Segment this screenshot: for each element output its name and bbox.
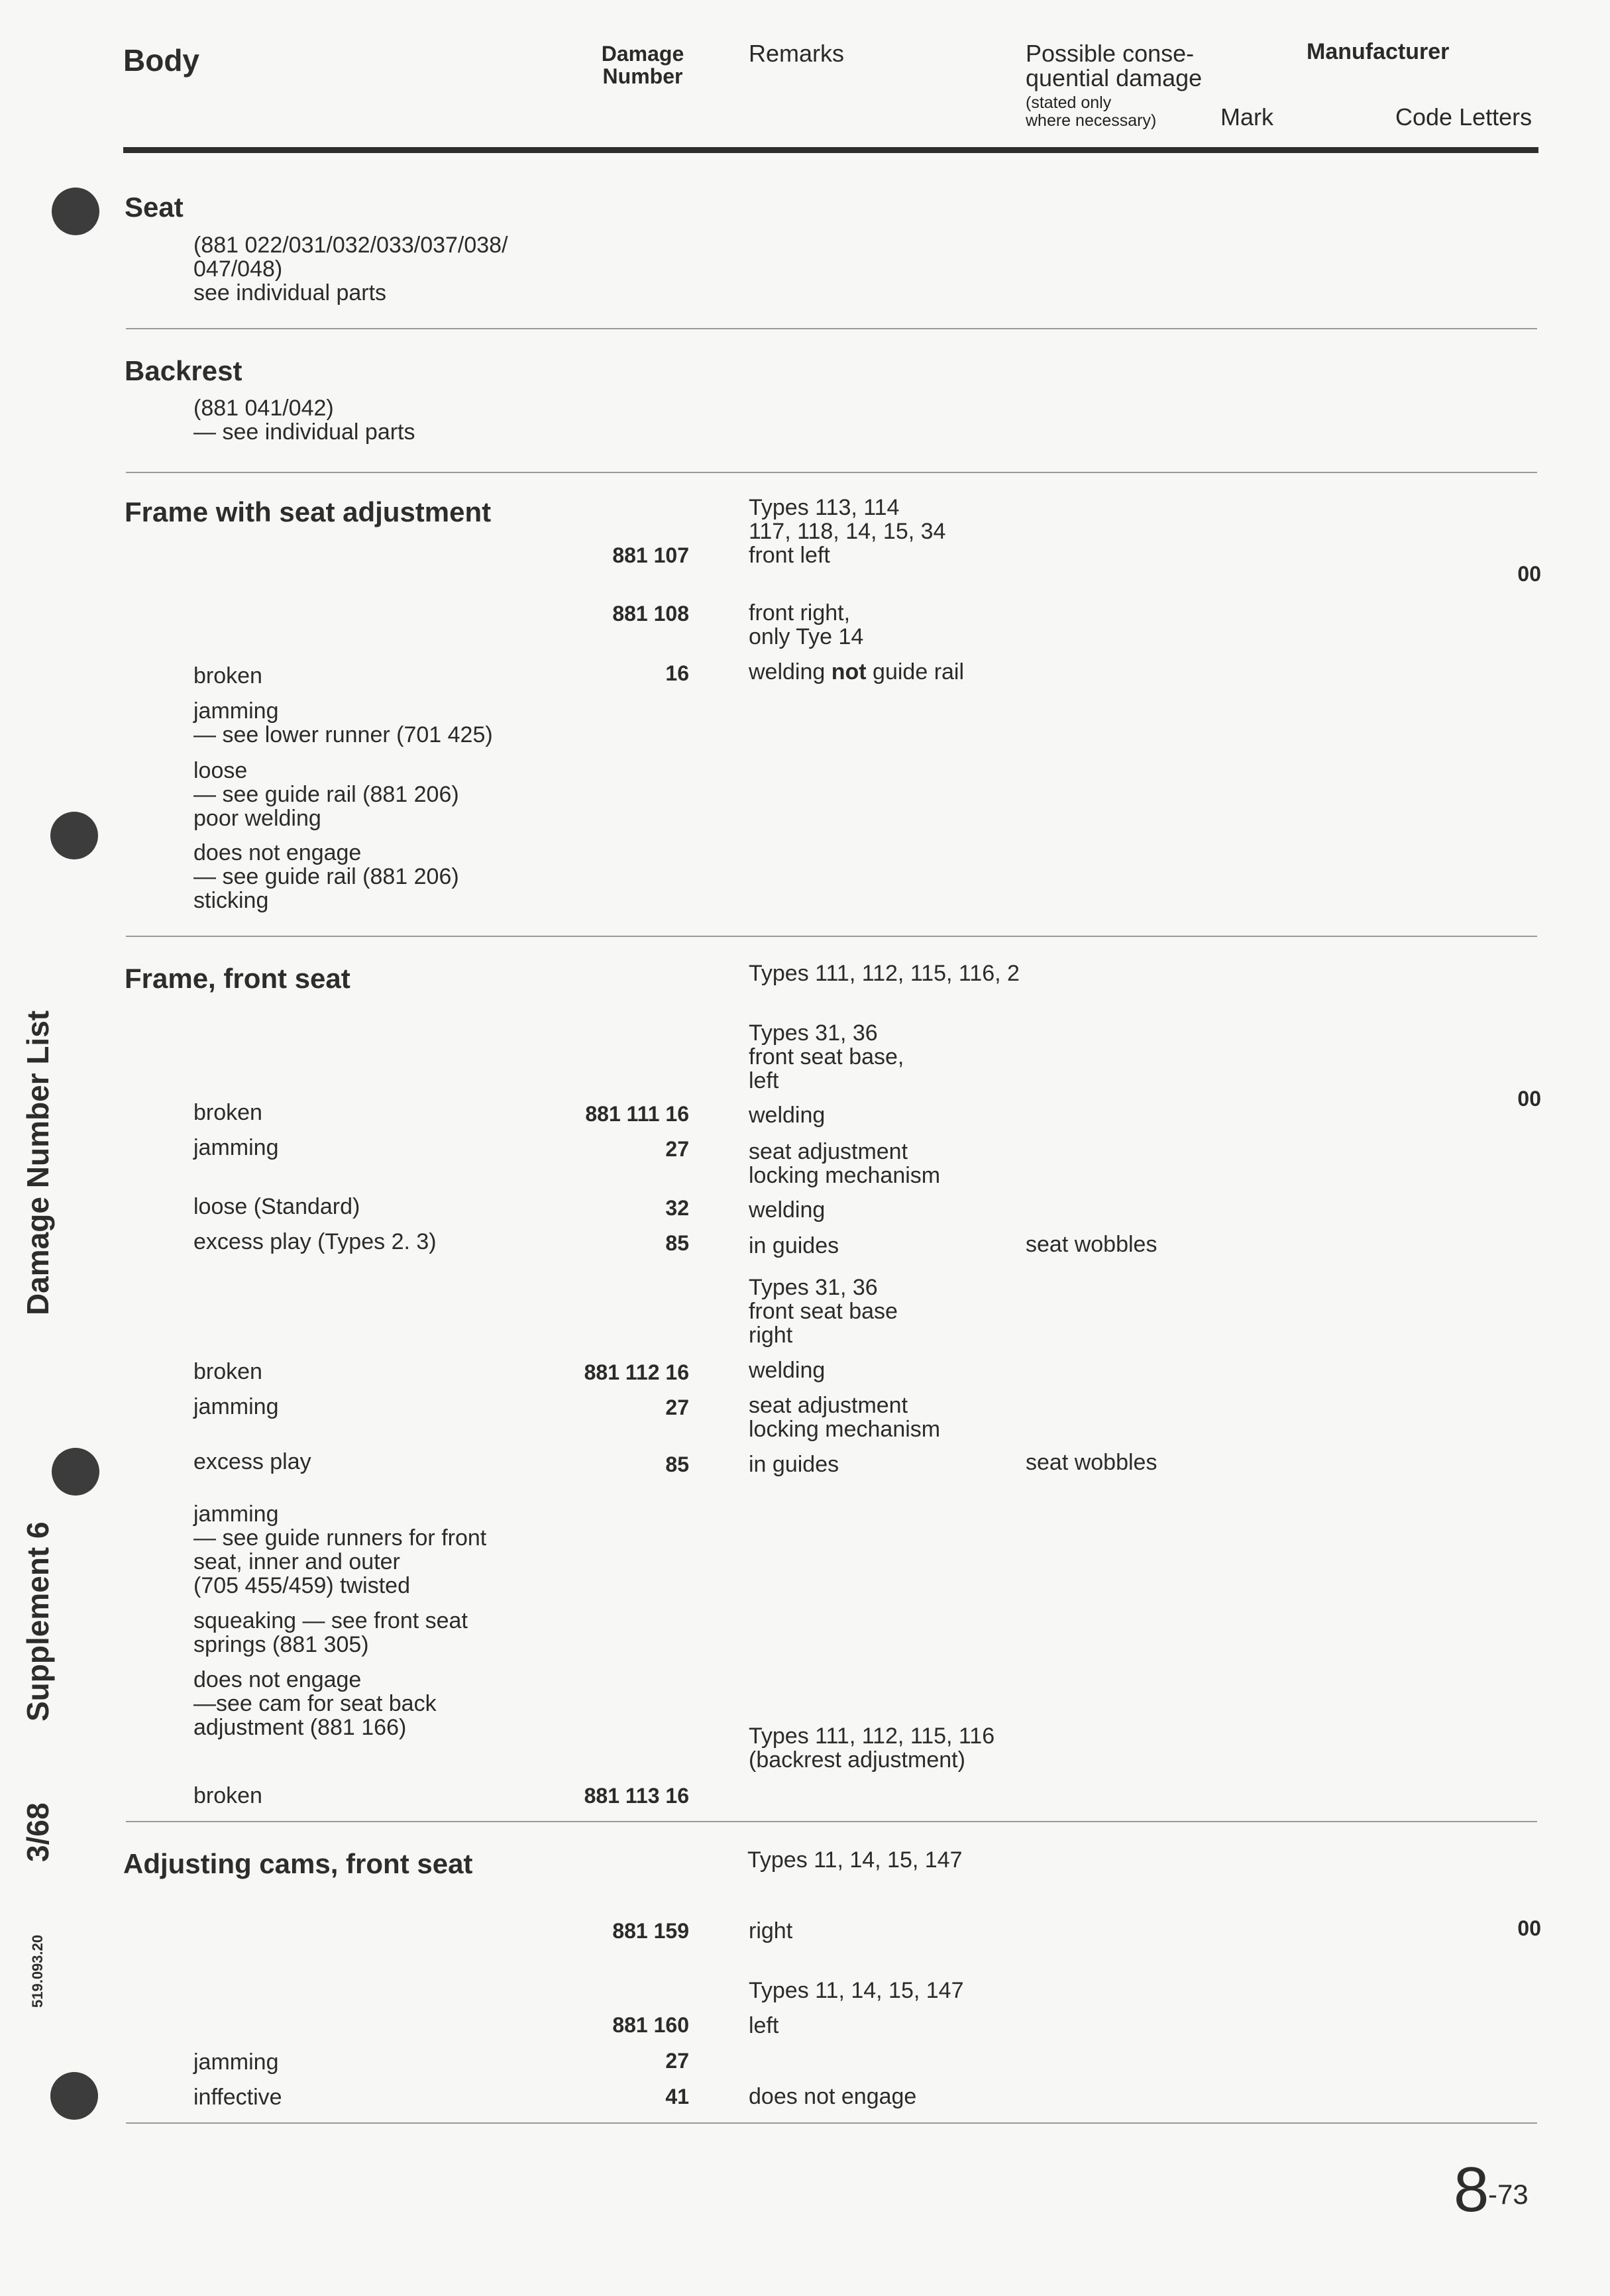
sidebar-date: 3/68 — [21, 1802, 55, 1862]
header-consequential-line: Possible conse- — [1026, 40, 1195, 67]
damage-description: excess play (Types 2. 3) — [193, 1229, 437, 1254]
sidebar-ref: 519.093.20 — [29, 1934, 46, 2008]
section-title-seat: Seat — [125, 191, 184, 223]
damage-number: 41 — [665, 2085, 689, 2108]
damage-number: 16 — [665, 661, 689, 685]
binder-hole — [52, 1448, 99, 1496]
remark: Types 31, 36 front seat base, left — [749, 1020, 904, 1093]
section-title-backrest: Backrest — [125, 355, 242, 386]
header-note-line: where necessary) — [1026, 111, 1157, 130]
header-code-letters: Code Letters — [1395, 103, 1532, 131]
binder-hole — [50, 812, 98, 859]
remark: in guides — [749, 1452, 839, 1477]
header-consequential-line: quential damage — [1026, 64, 1203, 91]
damage-number: 881 111 16 — [585, 1102, 689, 1126]
header-remarks: Remarks — [749, 40, 845, 67]
damage-description: does not engage —see cam for seat back adjustment (881 166) — [193, 1667, 437, 1740]
damage-number: 881 108 — [612, 602, 689, 626]
damage-description: jamming — see lower runner (701 425) — [193, 698, 493, 747]
remark: right — [749, 1918, 793, 1943]
header-note-line: (stated only — [1026, 93, 1112, 112]
header-damage-line: Damage — [601, 42, 684, 66]
damage-number: 27 — [665, 2049, 689, 2073]
damage-description: excess play — [193, 1449, 311, 1474]
damage-description: jamming — see guide runners for front seat, inner and outer (705 455/459) twisted — [193, 1502, 487, 1598]
damage-description: does not engage — see guide rail (881 206) sticking — [193, 840, 459, 913]
section-text-seat: (881 022/031/032/033/037/038/ 047/048) see individual parts — [193, 233, 508, 305]
remark: Types 11, 14, 15, 147 — [747, 1847, 963, 1873]
damage-description: squeaking — see front seat springs (881 305) — [193, 1608, 468, 1657]
damage-description: loose — see guide rail (881 206) poor welding — [193, 758, 459, 831]
remark: Types 111, 112, 115, 116, 2 — [749, 961, 1020, 986]
damage-description: broken — [193, 1359, 262, 1384]
damage-number: 85 — [665, 1231, 689, 1255]
section-title-frame-seat-adjustment: Frame with seat adjustment — [125, 496, 492, 527]
damage-description: broken — [193, 663, 262, 688]
page-number: 8 — [1454, 2154, 1489, 2225]
remark: welding — [749, 1103, 826, 1128]
header-consequential — [1026, 41, 1202, 90]
header-damage-number — [583, 42, 702, 87]
remark: does not engage — [749, 2084, 917, 2109]
damage-number: 881 107 — [612, 543, 689, 567]
consequential-damage: seat wobbles — [1026, 1232, 1157, 1257]
code-letters: 00 — [1517, 1916, 1541, 1940]
section-divider — [126, 936, 1537, 937]
remark: Types 31, 36 front seat base right — [749, 1275, 898, 1348]
remark: left — [749, 2013, 779, 2038]
damage-number: 881 112 16 — [584, 1360, 689, 1384]
remark: seat adjustment locking mechanism — [749, 1139, 941, 1188]
damage-number: 881 160 — [612, 2013, 689, 2037]
section-divider — [126, 2122, 1537, 2124]
header-consequential-note — [1026, 94, 1156, 130]
code-letters: 00 — [1517, 1087, 1541, 1111]
damage-description: jamming — [193, 2050, 279, 2075]
remark: welding not guide rail — [749, 659, 965, 684]
damage-description: jamming — [193, 1394, 279, 1419]
section-title-adjusting-cams: Adjusting cams, front seat — [123, 1848, 473, 1879]
remark: Types 11, 14, 15, 147 — [749, 1978, 964, 2003]
damage-number: 27 — [665, 1137, 689, 1161]
damage-description: jamming — [193, 1135, 279, 1160]
damage-description: broken — [193, 1783, 262, 1808]
damage-number: 85 — [665, 1452, 689, 1476]
damage-number: 32 — [665, 1196, 689, 1220]
sidebar-list-title: Damage Number List — [21, 1010, 55, 1315]
damage-description: broken — [193, 1100, 262, 1125]
damage-number: 881 113 16 — [584, 1784, 689, 1808]
remark: welding — [749, 1358, 826, 1383]
remark: front right, only Tye 14 — [749, 600, 864, 649]
consequential-damage: seat wobbles — [1026, 1450, 1157, 1475]
emphasis: not — [831, 659, 867, 684]
header-mark: Mark — [1220, 103, 1273, 131]
sidebar-supplement: Supplement 6 — [21, 1521, 55, 1722]
damage-number: 27 — [665, 1395, 689, 1419]
damage-description: inffective — [193, 2085, 282, 2110]
damage-description: loose (Standard) — [193, 1194, 360, 1219]
remark: Types 113, 114 117, 118, 14, 15, 34 front left — [749, 495, 946, 568]
binder-hole — [52, 188, 99, 235]
header-damage-line: Number — [602, 64, 683, 88]
section-text-backrest: (881 041/042) — see individual parts — [193, 396, 415, 445]
remark: seat adjustment locking mechanism — [749, 1393, 941, 1442]
section-divider — [126, 1821, 1537, 1822]
section-title-frame-front-seat: Frame, front seat — [125, 963, 350, 994]
remark: Types 111, 112, 115, 116 (backrest adjustment) — [749, 1723, 995, 1773]
binder-hole — [50, 2072, 98, 2120]
section-divider — [126, 328, 1537, 329]
remark: in guides — [749, 1233, 839, 1258]
header-body: Body — [123, 43, 199, 78]
header-manufacturer: Manufacturer — [1307, 39, 1450, 64]
header-rule — [123, 147, 1538, 153]
code-letters: 00 — [1517, 562, 1541, 586]
remark: welding — [749, 1197, 826, 1223]
page-number-sub: -73 — [1488, 2179, 1529, 2210]
section-divider — [126, 472, 1537, 473]
damage-number: 881 159 — [612, 1919, 689, 1943]
